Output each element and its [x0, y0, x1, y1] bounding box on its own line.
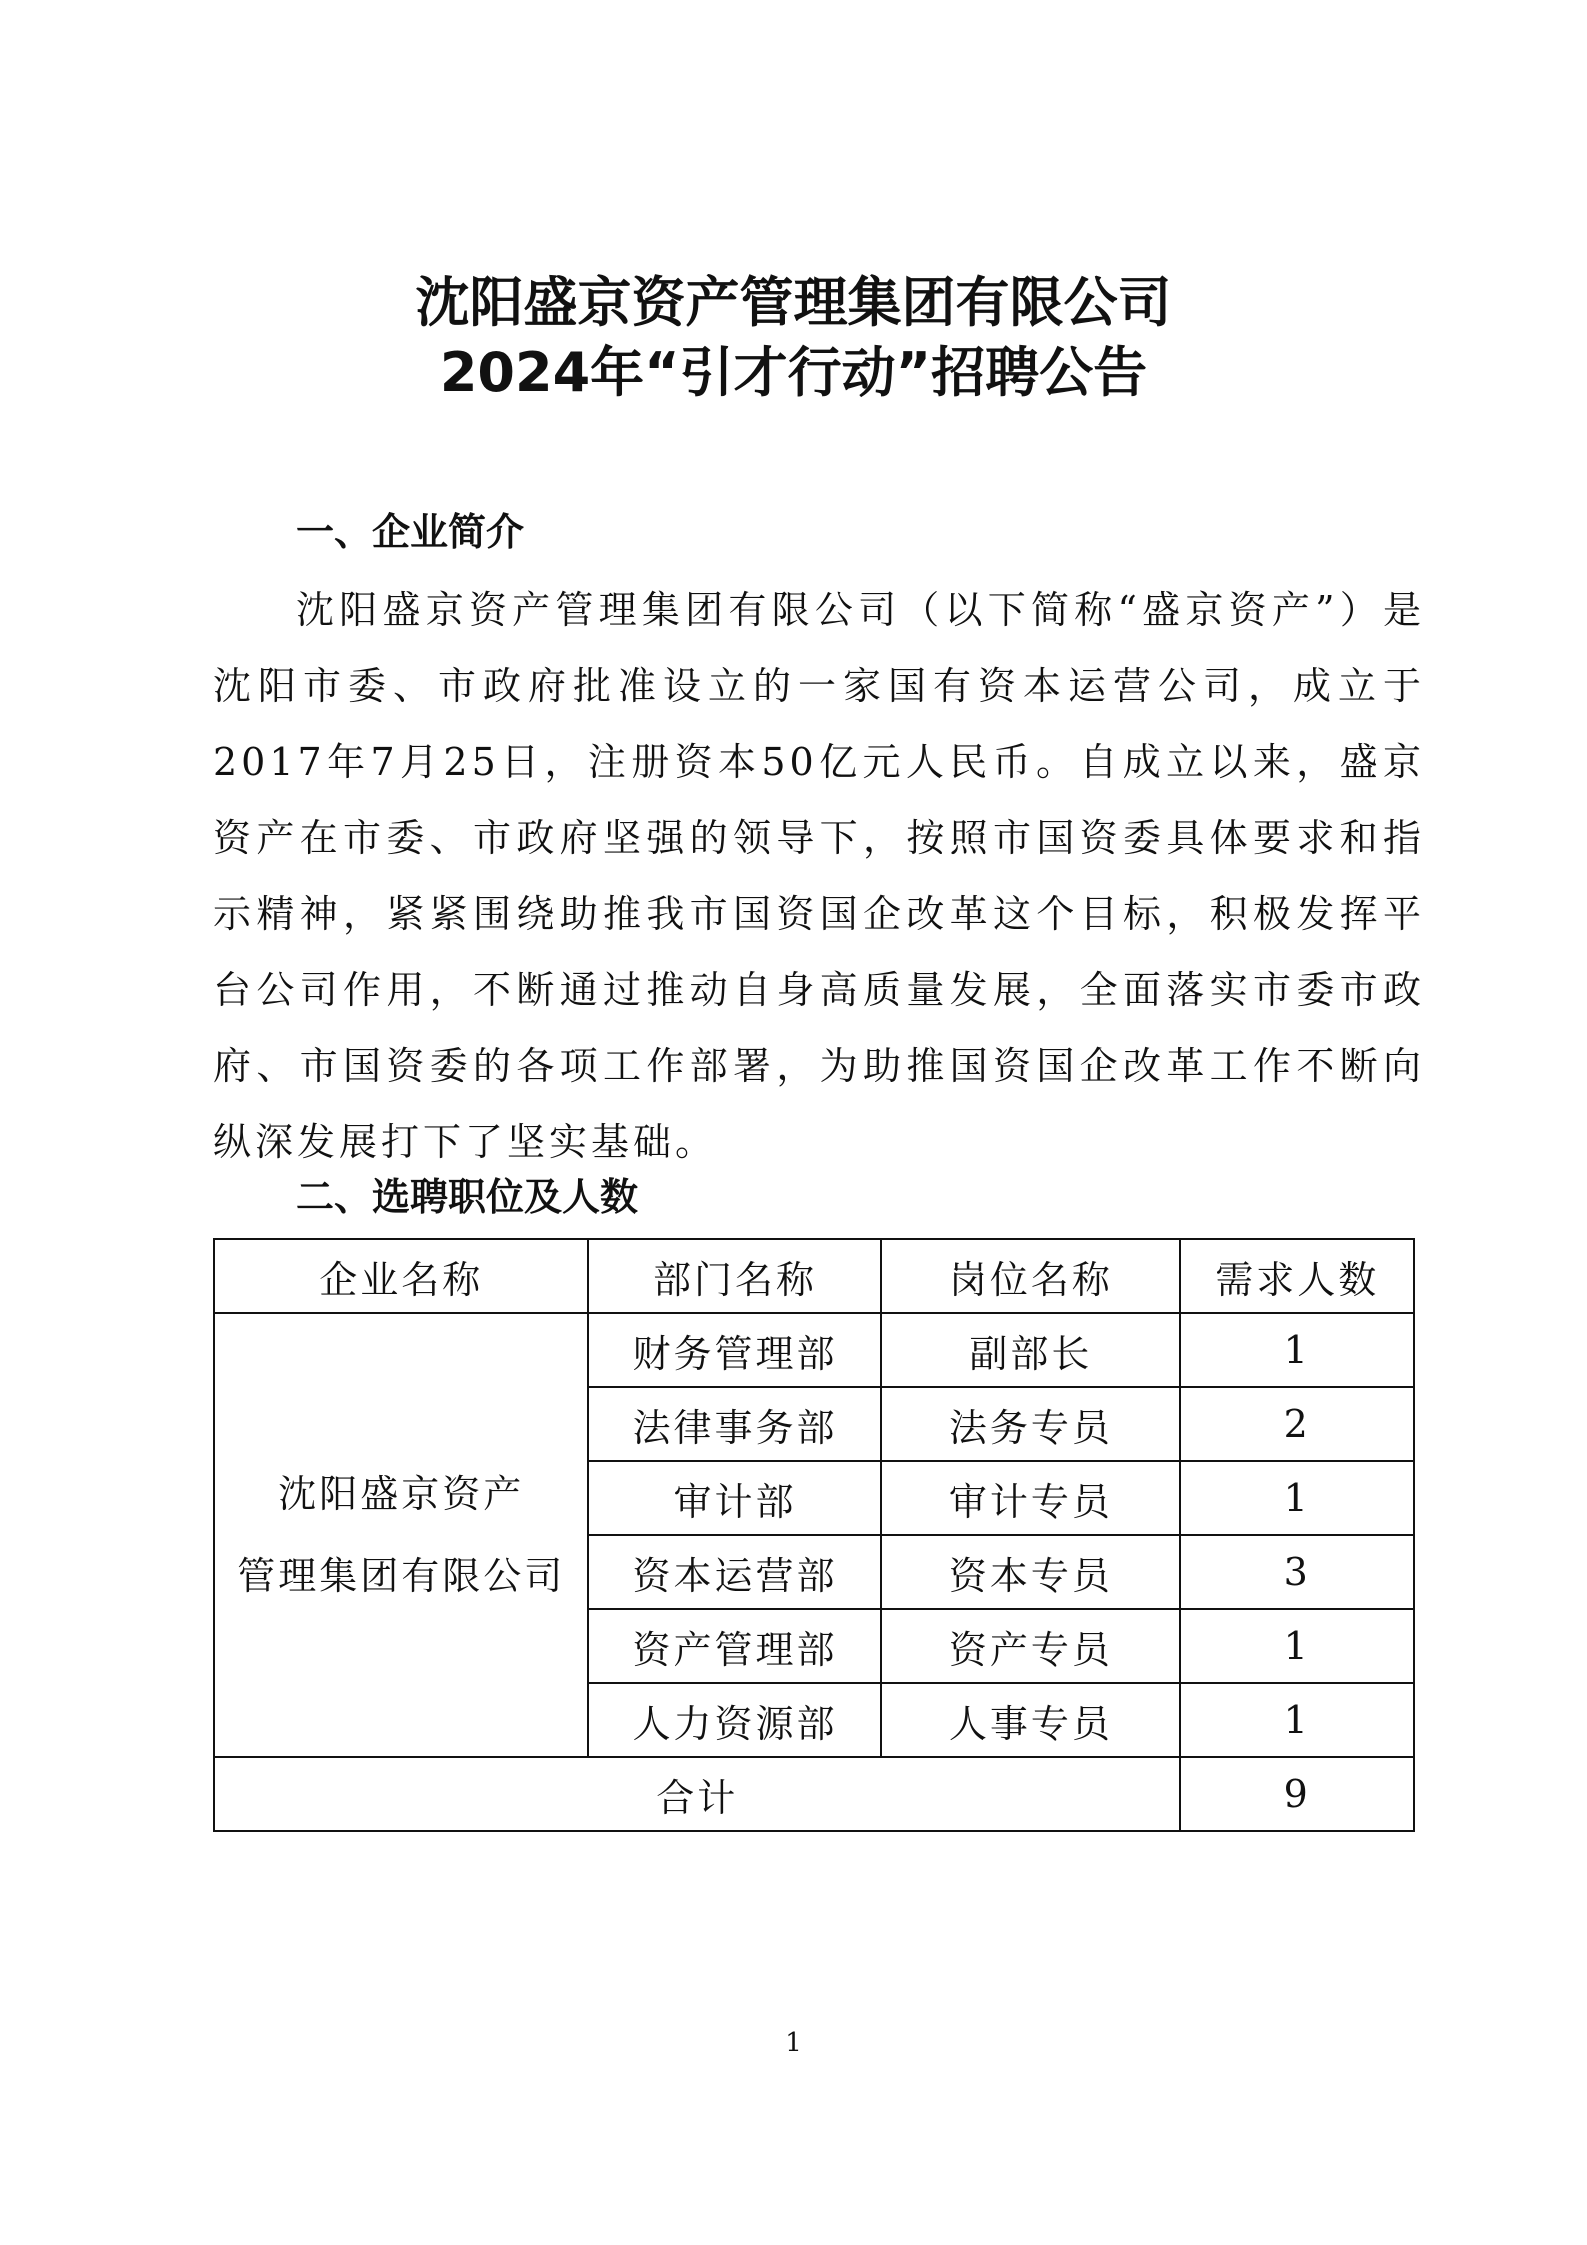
company-name-cell	[214, 1313, 588, 1757]
headcount-cell: 3	[1180, 1535, 1414, 1609]
department-cell: 资本运营部	[588, 1535, 881, 1609]
total-value-cell: 9	[1180, 1757, 1414, 1831]
table-row	[214, 1313, 1414, 1387]
positions-table	[213, 1238, 1415, 1832]
headcount-cell: 1	[1180, 1683, 1414, 1757]
page-title-line-1: 沈阳盛京资产管理集团有限公司	[415, 271, 1172, 334]
department-cell: 法律事务部	[588, 1387, 881, 1461]
company-name-line-2: 管理集团有限公司	[237, 1554, 566, 1598]
section-heading-company-intro: 一、企业简介	[296, 510, 525, 554]
position-cell: 资本专员	[881, 1535, 1180, 1609]
department-cell: 财务管理部	[588, 1313, 881, 1387]
header-headcount: 需求人数	[1180, 1239, 1414, 1313]
header-position: 岗位名称	[881, 1239, 1180, 1313]
section-heading-positions: 二、选聘职位及人数	[296, 1175, 639, 1219]
page-number: 1	[785, 2028, 802, 2058]
position-cell: 人事专员	[881, 1683, 1180, 1757]
table-total-row	[214, 1757, 1414, 1831]
headcount-cell: 1	[1180, 1461, 1414, 1535]
company-intro-paragraph: 沈阳盛京资产管理集团有限公司（以下简称“盛京资产”）是沈阳市委、市政府批准设立的一家国有资本运营公司，成立于2017年7月25日，注册资本50亿元人民币。自成立以来，盛京资产在市委、市政府坚强的领导下，按照市国资委具体要求和指示精神，紧紧围绕助推我市国资国企改革这个目标，积极发挥平台公司作用，不断通过推动自身高质量发展，全面落实市委市政府、市国资委的各项工作部署，为助推国资国企改革工作不断向纵深发展打下了坚实基础。	[213, 588, 1425, 1164]
department-cell: 资产管理部	[588, 1609, 881, 1683]
page-title-line-2: 2024年“引才行动”招聘公告	[439, 341, 1148, 404]
total-label-cell: 合计	[214, 1757, 1180, 1831]
company-name-line-1: 沈阳盛京资产	[278, 1472, 525, 1516]
position-cell: 审计专员	[881, 1461, 1180, 1535]
headcount-cell: 2	[1180, 1387, 1414, 1461]
department-cell: 审计部	[588, 1461, 881, 1535]
position-cell: 副部长	[881, 1313, 1180, 1387]
position-cell: 法务专员	[881, 1387, 1180, 1461]
header-department: 部门名称	[588, 1239, 881, 1313]
position-cell: 资产专员	[881, 1609, 1180, 1683]
table-header-row	[214, 1239, 1414, 1313]
headcount-cell: 1	[1180, 1609, 1414, 1683]
department-cell: 人力资源部	[588, 1683, 881, 1757]
header-company: 企业名称	[214, 1239, 588, 1313]
headcount-cell: 1	[1180, 1313, 1414, 1387]
page-title	[0, 268, 1587, 408]
